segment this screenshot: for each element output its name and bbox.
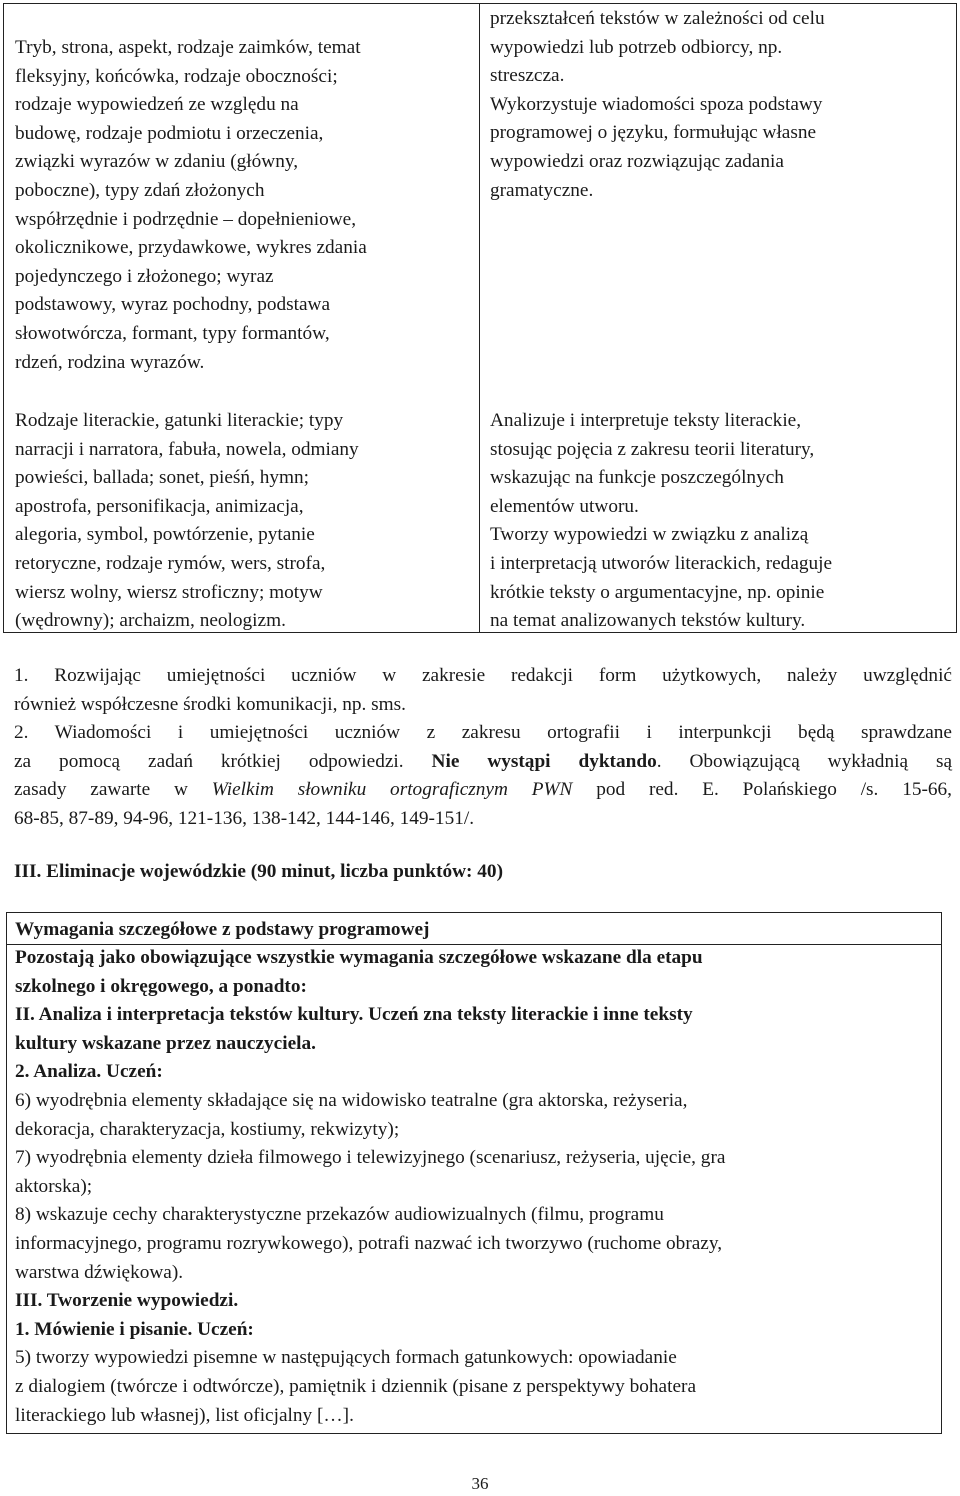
note-1-line-2: również współczesne środki komunikacji, np. sms. xyxy=(14,693,406,715)
req-writing-heading: 1. Mówienie i pisanie. Uczeń: xyxy=(15,1318,254,1340)
requirements-header: Wymagania szczegółowe z podstawy programowej xyxy=(7,913,941,945)
req-item-8-line-2: informacyjnego, programu rozrywkowego), potrafi nazwać ich tworzywo (ruchome obrazy, xyxy=(15,1232,723,1254)
page-number: 36 xyxy=(471,1474,489,1493)
note-2-line-1: 2. Wiadomości i umiejętności uczniów z zakresu ortografii i interpunkcji będą sprawdzane xyxy=(14,722,952,744)
note-2-text-cont: . Obowiązującą wykładnią są xyxy=(656,750,952,772)
note-2-text: za pomocą zadań krótkiej odpowiedzi. xyxy=(14,750,432,772)
req-item-6-line-2: dekoracja, charakteryzacja, kostiumy, rekwizyty); xyxy=(15,1118,400,1140)
no-dictation-emphasis: Nie wystąpi dyktando xyxy=(431,750,657,772)
section-heading: III. Eliminacje wojewódzkie (90 minut, liczba punktów: 40) xyxy=(14,861,503,882)
note-2-text-3b: pod red. E. Polańskiego /s. 15-66, xyxy=(572,779,952,801)
cell-literary-terms: Rodzaje literackie, gatunki literackie; typy narracji i narratora, fabuła, nowela, odmiany powieści, ballada; sonet, pieśń, hymn; apostrofa, personifikacja, animizacja, alegoria, symbol, powtórzenie, pytanie retoryczne, rodzaje rymów, wers, strofa, wiersz wolny, wiersz stroficzny; motyw (wędrowny); archaizm, neologizm. xyxy=(15,410,359,632)
req-item-8-line-1: 8) wskazuje cechy charakterystyczne przekazów audiowizualnych (filmu, programu xyxy=(15,1204,664,1226)
req-intro-line-2: szkolnego i okręgowego, a ponadto: xyxy=(15,975,307,997)
column-divider xyxy=(479,4,480,632)
req-section-ii-line-2: kultury wskazane przez nauczyciela. xyxy=(15,1032,316,1054)
req-section-ii-line-1: II. Analiza i interpretacja tekstów kultury. Uczeń zna teksty literackie i inne teksty xyxy=(15,1004,693,1026)
requirements-body xyxy=(15,944,935,1430)
req-item-8-line-3: warstwa dźwiękowa). xyxy=(15,1261,184,1283)
req-item-5-line-3: literackiego lub własnej), list oficjalny […]. xyxy=(15,1404,354,1426)
note-1 xyxy=(14,662,952,719)
req-item-7-line-1: 7) wyodrębnia elementy dzieła filmowego i telewizyjnego (scenariusz, reżyseria, ujęcie, gra xyxy=(15,1147,726,1169)
note-2 xyxy=(14,719,952,833)
notes-section xyxy=(14,662,952,834)
cell-literary-skills: Analizuje i interpretuje teksty literackie, stosując pojęcia z zakresu teorii literatury, wskazując na funkcje poszczególnych elementów utworu. Tworzy wypowiedzi w związku z analizą i interpretacją utworów literackich, redaguje krótkie teksty o argumentacyjne, np. opinie na temat analizowanych tekstów kultury. xyxy=(490,410,833,632)
note-2-line-2 xyxy=(14,748,952,777)
req-section-iii-heading: III. Tworzenie wypowiedzi. xyxy=(15,1290,239,1312)
req-item-7-line-2: aktorska); xyxy=(15,1175,93,1197)
note-2-text-3a: zasady zawarte w xyxy=(14,779,212,801)
req-intro-line-1: Pozostają jako obowiązujące wszystkie wymagania szczegółowe wskazane dla etapu xyxy=(15,947,703,968)
note-2-line-3 xyxy=(14,776,952,805)
dictionary-title: Wielkim słowniku ortograficznym PWN xyxy=(211,779,573,801)
cell-language-skills: przekształceń tekstów w zależności od celu wypowiedzi lub potrzeb odbiorcy, np. streszcza. Wykorzystuje wiadomości spoza podstawy programowej o języku, formułując własne wypowiedzi oraz rozwiązując zadania gramatyczne. xyxy=(490,8,825,201)
note-1-line-1: 1. Rozwijając umiejętności uczniów w zakresie redakcji form użytkowych, należy uwzględnić xyxy=(14,665,952,686)
req-item-5-line-2: z dialogiem (twórcze i odtwórcze), pamiętnik i dziennik (pisane z perspektywy bohatera xyxy=(15,1375,697,1397)
req-item-5-line-1: 5) tworzy wypowiedzi pisemne w następujących formach gatunkowych: opowiadanie xyxy=(15,1347,677,1369)
req-analysis-heading: 2. Analiza. Uczeń: xyxy=(15,1061,163,1083)
requirements-table xyxy=(6,912,942,1434)
content-table xyxy=(3,3,957,633)
note-2-line-4: 68-85, 87-89, 94-96, 121-136, 138-142, 144-146, 149-151/. xyxy=(14,807,475,829)
req-item-6-line-1: 6) wyodrębnia elementy składające się na widowisko teatralne (gra aktorska, reżyseria, xyxy=(15,1089,688,1111)
cell-grammar-terms: Tryb, strona, aspekt, rodzaje zaimków, temat fleksyjny, końcówka, rodzaje oboczności; rodzaje wypowiedzeń ze względu na budowę, rodzaje podmiotu i orzeczenia, związki wyrazów w zdaniu (główny, poboczne), typy zdań złożonych współrzędnie i podrzędnie – dopełnieniowe, okolicznikowe, przydawkowe, wykres zdania pojedynczego i złożonego; wyraz podstawowy, wyraz pochodny, podstawa słowotwórcza, formant, typy formantów, rdzeń, rodzina wyrazów. xyxy=(15,37,367,373)
